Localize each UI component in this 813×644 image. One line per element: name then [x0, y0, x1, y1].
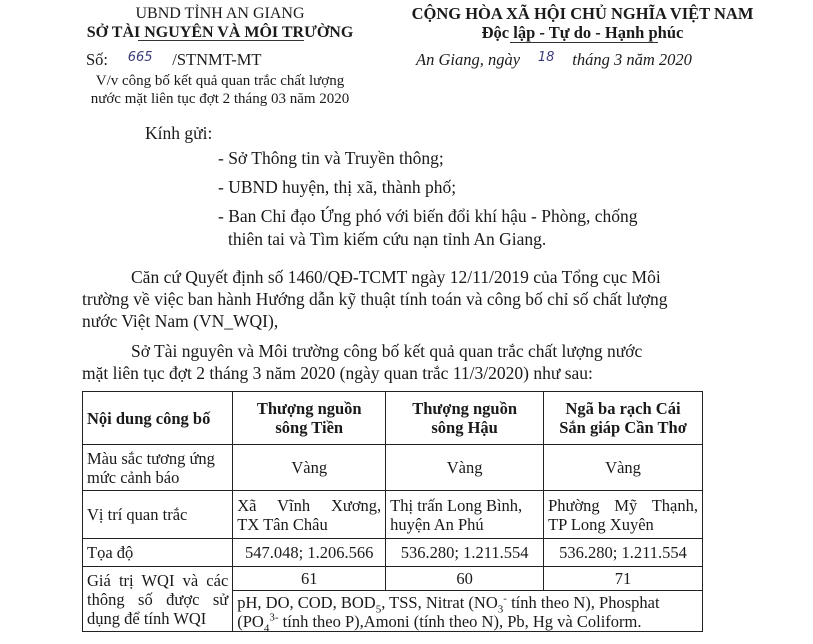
date-suffix: tháng 3 năm 2020 [572, 50, 692, 69]
cell-location-3-line1: Phường Mỹ Thạnh, [548, 495, 698, 515]
para1-line-3: nước Việt Nam (VN_WQI), [82, 311, 279, 331]
cell-location-3-line2: TP Long Xuyên [548, 514, 654, 534]
cell-coords-3: 536.280; 1.211.554 [544, 539, 703, 567]
row-label-location: Vị trí quan trắc [83, 491, 233, 539]
params-sub: 5 [375, 603, 382, 616]
header-station-2 [386, 392, 544, 445]
params-part: , TSS, Nitrat (NO [381, 593, 498, 612]
params-sup: 3- [269, 611, 279, 624]
row-label-color-line2: mức cảnh báo [87, 467, 180, 487]
table-row [83, 491, 703, 539]
agency-name: SỞ TÀI NGUYÊN VÀ MÔI TRƯỜNG [86, 24, 354, 41]
cell-location-2 [386, 491, 544, 539]
document-number [86, 50, 262, 70]
header-station-3 [544, 392, 703, 445]
table-row [83, 445, 703, 491]
doc-no-suffix: /STNMT-MT [172, 50, 262, 69]
para2-line-2: mặt liên tục đợt 2 tháng 3 năm 2020 (ngày quan trắc 11/3/2020) như sau: [82, 363, 593, 383]
table-header-row [83, 392, 703, 445]
cell-wqi-1: 61 [233, 567, 386, 591]
header-station-2-line1: Thượng nguồn [412, 399, 518, 418]
doc-no-handwritten: 665 [127, 50, 153, 65]
wqi-table [82, 391, 703, 635]
para1-line-2: trường về việc ban hành Hướng dẫn kỹ thuật tính toán và công bố chỉ số chất lượng [82, 289, 668, 309]
table-row [83, 567, 703, 591]
header-station-3-line1: Ngã ba rạch Cái [565, 399, 681, 418]
subject-line-2: nước mặt liên tục đợt 2 tháng 03 năm 2020 [90, 91, 350, 107]
row-label-color [83, 445, 233, 491]
subject [60, 72, 380, 108]
recipient-3-cont: thiên tai và Tìm kiếm cứu nạn tỉnh An Giang. [228, 229, 547, 249]
date-prefix: An Giang, ngày [416, 50, 521, 69]
cell-location-2-line2: huyện An Phú [390, 514, 484, 534]
agency-underline [138, 40, 304, 41]
params-part: pH, DO, COD, BOD [237, 593, 376, 612]
wqi-parameters-line1 [237, 592, 698, 616]
date-line [416, 50, 692, 70]
cell-coords-2: 536.280; 1.211.554 [386, 539, 544, 567]
recipient-1: - Sở Thông tin và Truyền thông; [218, 148, 444, 168]
motto-underline [510, 42, 658, 43]
greeting: Kính gửi: [145, 123, 213, 143]
cell-wqi-parameters [233, 591, 703, 635]
row-label-coords: Tọa độ [83, 539, 233, 567]
table-row [83, 539, 703, 567]
cell-wqi-2: 60 [386, 567, 544, 591]
cell-color-1: Vàng [233, 445, 386, 491]
subject-line-1: V/v công bố kết quả quan trắc chất lượng [95, 73, 345, 89]
params-part: (PO [237, 612, 264, 631]
cell-color-3: Vàng [544, 445, 703, 491]
agency-parent: UBND TỈNH AN GIANG [135, 5, 305, 22]
wqi-parameters-line2 [237, 611, 698, 635]
para1-line-1: Căn cứ Quyết định số 1460/QĐ-TCMT ngày 12/11/2019 của Tổng cục Môi [131, 267, 661, 287]
header-station-3-line2: Sắn giáp Cần Thơ [559, 418, 687, 437]
country-name: CỘNG HÒA XÃ HỘI CHỦ NGHĨA VIỆT NAM [411, 4, 754, 23]
para2-line-1: Sở Tài nguyên và Môi trường công bố kết quả quan trắc chất lượng nước [131, 341, 643, 361]
params-sup: - [503, 592, 507, 605]
motto: Độc lập - Tự do - Hạnh phúc [481, 23, 684, 42]
cell-coords-1: 547.048; 1.206.566 [233, 539, 386, 567]
agency-block [70, 4, 370, 42]
params-sub: 4 [263, 622, 270, 635]
row-label-wqi-line3: dụng để tính WQI [87, 609, 207, 628]
date-day-handwritten: 18 [537, 50, 555, 65]
cell-location-1 [233, 491, 386, 539]
cell-location-3 [544, 491, 703, 539]
row-label-color-line1: Màu sắc tương ứng [87, 448, 215, 468]
national-heading [380, 4, 785, 42]
row-label-wqi [83, 567, 233, 632]
header-station-1-line2: sông Tiền [275, 418, 344, 437]
header-station-1 [233, 392, 386, 445]
header-station-2-line2: sông Hậu [431, 418, 498, 437]
row-label-wqi-line1: Giá trị WQI và các [87, 571, 229, 590]
doc-no-label: Số: [86, 50, 109, 69]
cell-location-2-line1: Thị trấn Long Bình, [390, 495, 523, 515]
header-content: Nội dung công bố [83, 392, 233, 445]
params-sub: 3 [497, 603, 504, 616]
row-label-wqi-line2: thông số được sử [87, 590, 229, 609]
cell-wqi-3: 71 [544, 567, 703, 591]
params-part: tính theo N), Phosphat [506, 593, 660, 612]
recipient-2: - UBND huyện, thị xã, thành phố; [218, 177, 457, 197]
cell-location-1-line1: Xã Vĩnh Xương, [237, 495, 382, 515]
header-station-1-line1: Thượng nguồn [256, 399, 362, 418]
recipient-3: - Ban Chỉ đạo Ứng phó với biến đổi khí hậu - Phòng, chống [218, 206, 638, 226]
cell-location-1-line2: TX Tân Châu [237, 514, 328, 534]
cell-color-2: Vàng [386, 445, 544, 491]
params-part: tính theo P),Amoni (tính theo N), Pb, Hg và Coliform. [278, 612, 642, 631]
